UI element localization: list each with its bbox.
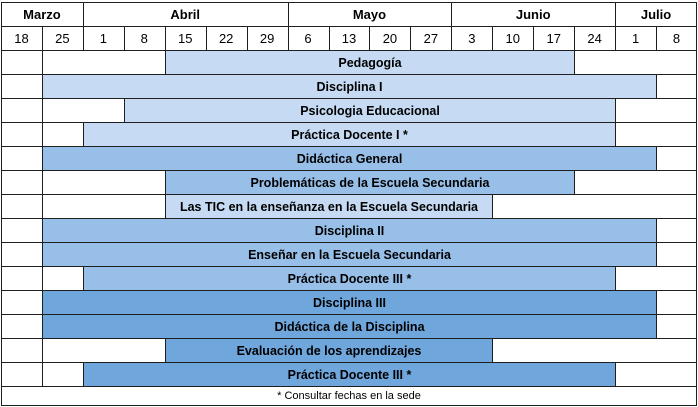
month-header: Junio	[515, 6, 551, 22]
grid-line	[206, 26, 207, 50]
grid-line	[492, 26, 493, 50]
week-header: 8	[140, 30, 148, 46]
week-header: 29	[259, 30, 275, 46]
week-header: 20	[382, 30, 398, 46]
week-header: 8	[672, 30, 681, 46]
task-bar: Disciplina I	[42, 74, 657, 99]
week-header: 10	[505, 30, 520, 46]
task-bar: Disciplina II	[42, 218, 657, 243]
week-header: 1	[99, 30, 107, 46]
task-bar: Práctica Docente I *	[83, 122, 616, 147]
task-bar: Problemáticas de la Escuela Secundaria	[165, 170, 575, 195]
grid-line	[1, 26, 697, 27]
grid-line	[42, 26, 43, 50]
grid-line	[1, 2, 697, 3]
task-bar: Disciplina III	[42, 290, 657, 315]
week-header: 3	[468, 30, 476, 46]
week-header: 24	[587, 30, 602, 46]
week-header: 1	[631, 30, 640, 46]
task-bar: Evaluación de los aprendizajes	[165, 338, 493, 363]
grid-line	[83, 26, 84, 50]
grid-line	[288, 26, 289, 50]
task-bar: Psicologia Educacional	[124, 98, 616, 123]
grid-line	[451, 2, 452, 26]
grid-line	[369, 26, 370, 50]
grid-line	[288, 2, 289, 26]
grid-line	[574, 26, 575, 50]
week-header: 25	[55, 30, 70, 46]
grid-line	[124, 26, 125, 50]
grid-line	[165, 26, 166, 50]
grid-line	[615, 2, 616, 26]
month-header: Julio	[640, 6, 672, 22]
task-bar: Didáctica de la Disciplina	[42, 314, 657, 339]
grid-line	[615, 26, 616, 50]
week-header: 17	[546, 30, 561, 46]
grid-line	[410, 26, 411, 50]
month-header: Marzo	[23, 6, 61, 22]
week-header: 18	[14, 30, 29, 46]
week-header: 27	[423, 30, 439, 46]
month-header: Abril	[170, 6, 201, 22]
task-bar: Práctica Docente III *	[83, 362, 616, 387]
grid-line	[533, 26, 534, 50]
week-header: 22	[218, 30, 234, 46]
grid-line	[1, 405, 697, 406]
grid-line	[1, 2, 2, 405]
grid-line	[656, 26, 657, 50]
grid-line	[696, 2, 697, 405]
grid-line	[451, 26, 452, 50]
grid-line	[247, 26, 248, 50]
grid-line	[83, 2, 84, 26]
grid-line	[329, 26, 330, 50]
footnote: * Consultar fechas en la sede	[277, 389, 421, 402]
task-bar: Práctica Docente III *	[83, 266, 616, 291]
task-bar: Pedagogía	[165, 50, 575, 75]
week-header: 6	[304, 30, 312, 46]
task-bar: Las TIC en la enseñanza en la Escuela Secundaria	[165, 194, 493, 219]
task-bar: Didáctica General	[42, 146, 657, 171]
task-bar: Enseñar en la Escuela Secundaria	[42, 242, 657, 267]
week-header: 15	[177, 30, 193, 46]
month-header: Mayo	[352, 6, 387, 22]
week-header: 13	[341, 30, 357, 46]
